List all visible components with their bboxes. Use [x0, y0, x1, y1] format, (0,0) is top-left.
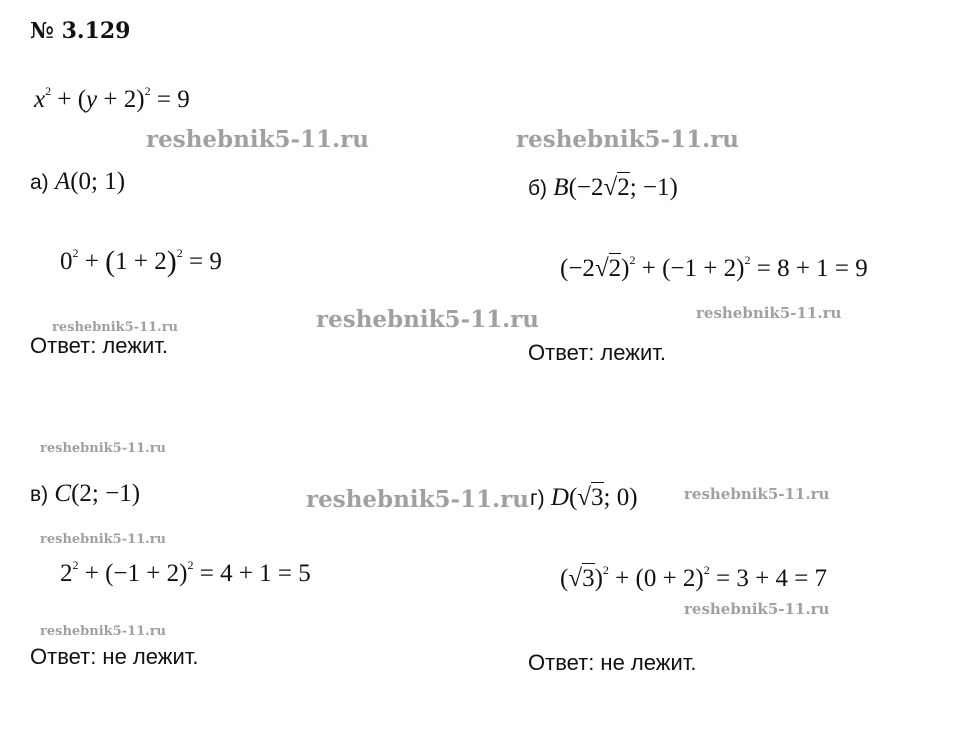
part-b-result: = 8 + 1 = 9: [750, 255, 868, 282]
part-d-open: (: [560, 565, 569, 592]
part-b-header: б) B(−2√2; −1): [528, 174, 678, 201]
watermark-3: reshebnik5-11.ru: [316, 306, 539, 333]
eq-y: y: [86, 86, 98, 113]
part-d-close: ): [594, 565, 603, 592]
part-c-coords: (2; −1): [71, 480, 141, 507]
part-a-point: A: [54, 168, 71, 195]
part-a-plus: +: [78, 248, 106, 275]
part-c-result: = 4 + 1 = 5: [193, 560, 311, 587]
part-d-exp2: 2: [703, 563, 710, 577]
part-d-exp1: 2: [602, 563, 609, 577]
eq-tail: + 2): [97, 86, 145, 113]
part-b-exp1: 2: [629, 253, 636, 267]
part-b-exp2: 2: [744, 253, 751, 267]
part-b-root2: 2: [608, 255, 622, 282]
part-a-exp1: 2: [72, 246, 79, 260]
part-c-point: C: [54, 480, 72, 507]
part-d-label: г): [530, 487, 545, 510]
watermark-8: reshebnik5-11.ru: [684, 485, 830, 503]
eq-x-exp: 2: [45, 84, 52, 98]
circle-equation: [34, 86, 190, 114]
part-c-header: [30, 480, 140, 508]
watermark-7: reshebnik5-11.ru: [306, 486, 529, 513]
part-a-coords: (0; 1): [70, 168, 126, 195]
part-b-mid: (−1 + 2): [662, 255, 745, 282]
part-c-exp1: 2: [72, 558, 79, 572]
watermark-5: reshebnik5-11.ru: [696, 304, 842, 322]
part-c-plus: +: [78, 560, 106, 587]
part-b-plus: +: [635, 255, 663, 282]
part-b-close: ): [621, 255, 630, 282]
part-a-close: ): [166, 245, 177, 278]
part-d-header: г) D(√3; 0): [530, 484, 638, 511]
part-b-point: B: [553, 174, 569, 201]
watermark-10: reshebnik5-11.ru: [684, 600, 830, 618]
watermark-2: reshebnik5-11.ru: [516, 126, 739, 153]
part-a-open: (: [105, 245, 116, 278]
part-c-answer: Ответ: не лежит.: [30, 644, 199, 669]
eq-y-exp: 2: [144, 84, 151, 98]
eq-plus: + (: [51, 86, 87, 113]
part-c-exp2: 2: [187, 558, 194, 572]
part-d-mid: (0 + 2): [635, 565, 704, 592]
part-d-root2: 3: [582, 565, 595, 592]
part-b-post: ; −1): [629, 174, 678, 201]
watermark-9: reshebnik5-11.ru: [40, 532, 167, 547]
watermark-6: reshebnik5-11.ru: [40, 441, 167, 456]
part-d-post: ; 0): [603, 484, 638, 511]
watermark-1: reshebnik5-11.ru: [146, 126, 369, 153]
part-d-calc: $(√3)^2 + (0 + 2)^2 = 3 + 4 = 7$: [560, 563, 828, 592]
part-b-root: 2: [617, 174, 630, 201]
eq-x: x: [34, 86, 46, 113]
part-d-answer: Ответ: не лежит.: [528, 650, 697, 675]
watermark-4: reshebnik5-11.ru: [52, 320, 179, 335]
part-d-pre: (: [568, 484, 578, 511]
part-a-header: [30, 168, 125, 196]
part-c-calc: [60, 560, 311, 588]
part-a-calc: [60, 245, 222, 278]
part-d-result: = 3 + 4 = 7: [709, 565, 828, 592]
part-b-calc: $(-2√2)^2 + (-1 + 2)^2 = 8 + 1 = 9$: [560, 253, 868, 282]
part-b-open: (−2: [560, 255, 595, 282]
part-b-answer: Ответ: лежит.: [528, 340, 667, 365]
part-d-point: D: [550, 484, 569, 511]
part-d-root: 3: [591, 484, 604, 511]
part-d-plus: +: [608, 565, 636, 592]
part-a-result: = 9: [182, 248, 222, 275]
problem-number: № 3.129: [30, 18, 131, 44]
part-b-label: б): [528, 177, 548, 200]
watermark-11: reshebnik5-11.ru: [40, 624, 167, 639]
part-a-t1: 0: [60, 248, 73, 275]
part-a-label: а): [30, 171, 49, 194]
part-a-exp2: 2: [176, 246, 183, 260]
eq-result: = 9: [150, 86, 190, 113]
part-c-mid: (−1 + 2): [105, 560, 188, 587]
part-c-label: в): [30, 483, 49, 506]
part-c-t1: 2: [60, 560, 73, 587]
part-b-pre: (−2: [568, 174, 604, 201]
part-a-mid: 1 + 2: [115, 248, 167, 275]
part-a-answer: Ответ: лежит.: [30, 333, 169, 358]
